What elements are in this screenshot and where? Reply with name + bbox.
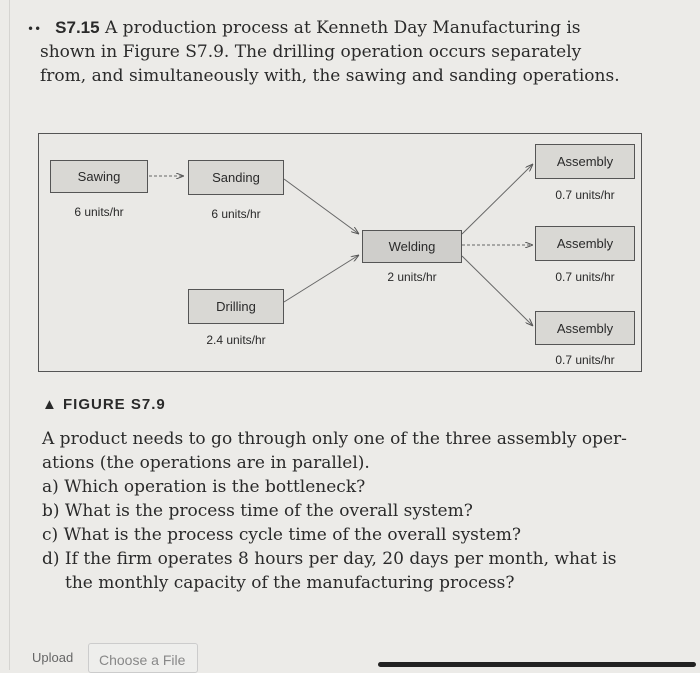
arrow-welding-assembly3: [462, 256, 533, 326]
upload-label: Upload: [32, 650, 74, 665]
rate-sawing: 6 units/hr: [74, 205, 124, 219]
figure-caption: ▲ FIGURE S7.9: [42, 396, 166, 413]
node-welding: Welding: [362, 230, 462, 263]
question-letter: b): [42, 501, 60, 521]
rate-welding: 2 units/hr: [387, 270, 437, 284]
difficulty-marker: ••: [27, 22, 42, 36]
arrow-drilling-welding: [284, 255, 359, 302]
question-a: [42, 476, 365, 498]
rate-assembly-1: 0.7 units/hr: [555, 188, 615, 202]
choose-file-button[interactable]: Choose a File: [88, 643, 198, 673]
node-assembly-3: Assembly: [535, 311, 635, 345]
question-text: Which operation is the bottleneck?: [64, 477, 366, 497]
intro-line: ations (the operations are in parallel).: [42, 453, 370, 473]
arrow-sanding-welding: [284, 179, 359, 234]
intro-line: A product needs to go through only one of the three assembly oper-: [42, 429, 627, 449]
rate-drilling: 2.4 units/hr: [206, 333, 266, 347]
page-edge: [9, 0, 10, 670]
problem-line: A production process at Kenneth Day Manufacturing is: [105, 18, 581, 38]
question-text: What is the process cycle time of the overall system?: [63, 525, 522, 545]
problem-number: S7.15: [55, 18, 100, 37]
question-b: [42, 500, 473, 522]
question-text: If the firm operates 8 hours per day, 20 days per month, what is: [64, 549, 617, 569]
question-d: [42, 548, 616, 570]
node-sawing: Sawing: [50, 160, 148, 193]
question-letter: d): [42, 549, 60, 569]
rate-sanding: 6 units/hr: [211, 207, 261, 221]
node-assembly-1: Assembly: [535, 144, 635, 179]
question-text: What is the process time of the overall system?: [64, 501, 473, 521]
node-sanding: Sanding: [188, 160, 284, 195]
question-c: [42, 524, 521, 546]
problem-line: from, and simultaneously with, the sawing and sanding operations.: [40, 66, 620, 86]
node-assembly-2: Assembly: [535, 226, 635, 261]
rate-assembly-2: 0.7 units/hr: [555, 270, 615, 284]
scrollbar[interactable]: [378, 662, 696, 667]
question-letter: c): [42, 525, 59, 545]
problem-header: [27, 17, 581, 40]
question-d-cont: the monthly capacity of the manufacturing process?: [65, 573, 515, 593]
problem-line: shown in Figure S7.9. The drilling operation occurs separately: [40, 42, 582, 62]
rate-assembly-3: 0.7 units/hr: [555, 353, 615, 367]
arrow-welding-assembly1: [462, 164, 533, 234]
node-drilling: Drilling: [188, 289, 284, 324]
question-letter: a): [42, 477, 59, 497]
process-diagram: [38, 133, 642, 372]
